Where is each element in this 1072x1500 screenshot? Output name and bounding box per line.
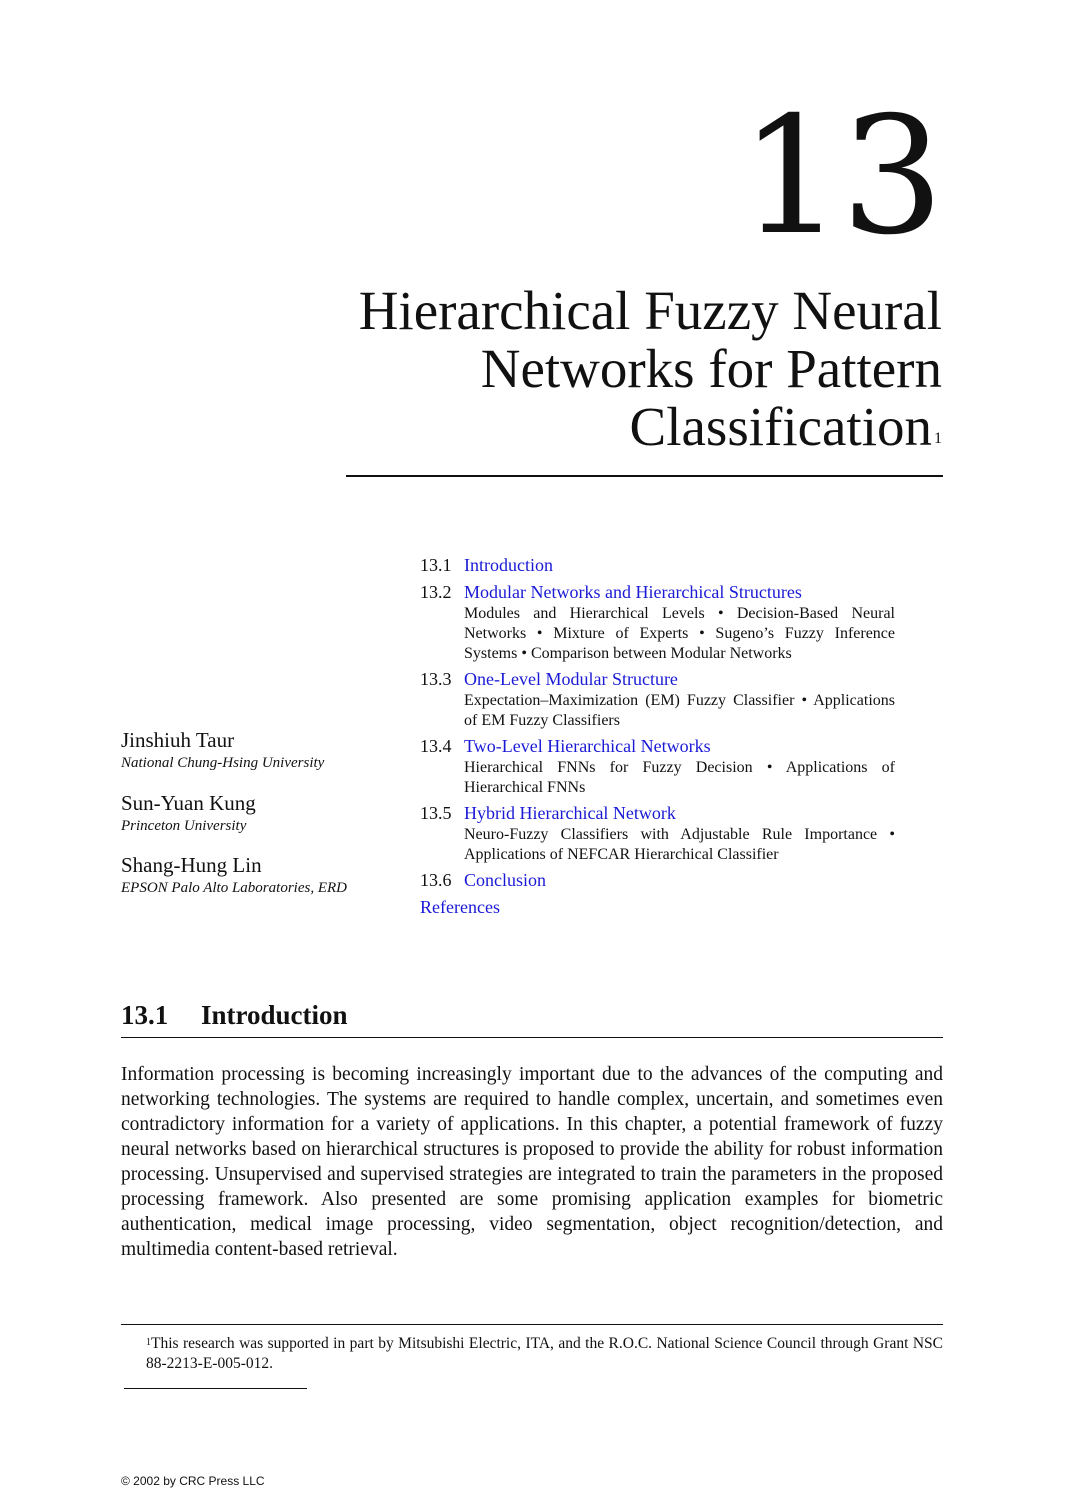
author-affiliation: EPSON Palo Alto Laboratories, ERD: [121, 880, 347, 896]
toc-entry-number: 13.2: [420, 582, 452, 602]
title-footnote-mark[interactable]: 1: [934, 430, 942, 447]
chapter-title-line-2: Networks for Pattern: [480, 338, 942, 399]
toc-link-conclusion[interactable]: Conclusion: [464, 870, 547, 890]
toc-link-hybrid-hierarchical[interactable]: Hybrid Hierarchical Network: [464, 803, 676, 823]
chapter-number: 13: [739, 83, 942, 271]
toc-link-references[interactable]: References: [420, 897, 500, 917]
section-heading: [121, 998, 348, 1032]
toc-entry-subtopics: Expectation–Maximization (EM) Fuzzy Classifier • Applications of EM Fuzzy Classifiers: [464, 692, 895, 729]
toc-entry-number: 13.3: [420, 669, 452, 689]
toc-entry-number: 13.5: [420, 803, 452, 823]
toc-entry-subtopics: Modules and Hierarchical Levels • Decision-Based Neural Networks • Mixture of Experts • Sugeno’s Fuzzy Inference Systems • Comparison between Modular Networks: [464, 605, 895, 662]
title-divider: [346, 475, 943, 477]
author-name: Shang-Hung Lin: [121, 853, 262, 877]
toc-link-modular-networks[interactable]: Modular Networks and Hierarchical Structures: [464, 582, 802, 602]
toc-entry: [420, 868, 895, 892]
copyright-notice: © 2002 by CRC Press LLC: [121, 1474, 265, 1488]
author-affiliation: National Chung-Hsing University: [121, 755, 325, 771]
toc-link-two-level-hierarchical[interactable]: Two-Level Hierarchical Networks: [464, 736, 711, 756]
footnote-divider: [121, 1324, 943, 1325]
toc-entry: [420, 580, 895, 664]
author-block: [121, 790, 256, 836]
toc-entry-number: 13.1: [420, 555, 452, 575]
footnote-mark: 1: [146, 1337, 151, 1348]
toc-entry: [420, 667, 895, 731]
toc-link-introduction[interactable]: Introduction: [464, 555, 553, 575]
chapter-title-line-3-text: Classification: [629, 396, 932, 457]
table-of-contents: [420, 553, 895, 919]
toc-entry-subtopics: Neuro-Fuzzy Classifiers with Adjustable Rule Importance • Applications of NEFCAR Hierarchical Classifier: [464, 826, 895, 863]
toc-entry-number: 13.4: [420, 736, 452, 756]
chapter-title-line-3: [302, 398, 942, 456]
author-block: [121, 727, 324, 773]
author-name: Jinshiuh Taur: [121, 728, 235, 752]
toc-entry: [420, 553, 895, 577]
toc-link-one-level-modular[interactable]: One-Level Modular Structure: [464, 669, 678, 689]
section-body-paragraph: Information processing is becoming increasingly important due to the advances of the computing and networking technologies. The systems are required to handle complex, uncertain, and sometimes even contradictory information for a variety of applications. In this chapter, a potential framework of fuzzy neural networks based on hierarchical structures is proposed to provide the ability for robust information processing. Unsupervised and supervised strategies are integrated to train the parameters in the proposed processing framework. Also presented are some promising application examples for biometric authentication, medical image processing, video segmentation, object recognition/detection, and multimedia content-based retrieval.: [121, 1064, 943, 1260]
footnote-text: This research was supported in part by Mitsubishi Electric, ITA, and the R.O.C. National Science Council through Grant NSC 88-2213-E-005-012.: [146, 1335, 943, 1372]
chapter-title-line-1: Hierarchical Fuzzy Neural: [358, 280, 942, 341]
toc-entry-subtopics: Hierarchical FNNs for Fuzzy Decision • Applications of Hierarchical FNNs: [464, 759, 895, 796]
section-title: Introduction: [201, 1000, 348, 1030]
toc-entry: [420, 801, 895, 865]
footnote: [146, 1334, 943, 1374]
chapter-title: [302, 282, 942, 456]
footnote-end-rule: [124, 1388, 307, 1389]
toc-entry-number: 13.6: [420, 870, 452, 890]
author-block: [121, 852, 347, 898]
author-name: Sun-Yuan Kung: [121, 791, 256, 815]
toc-entry: [420, 734, 895, 798]
section-number: 13.1: [121, 1000, 169, 1030]
section-divider: [121, 1037, 943, 1038]
author-affiliation: Princeton University: [121, 818, 247, 834]
